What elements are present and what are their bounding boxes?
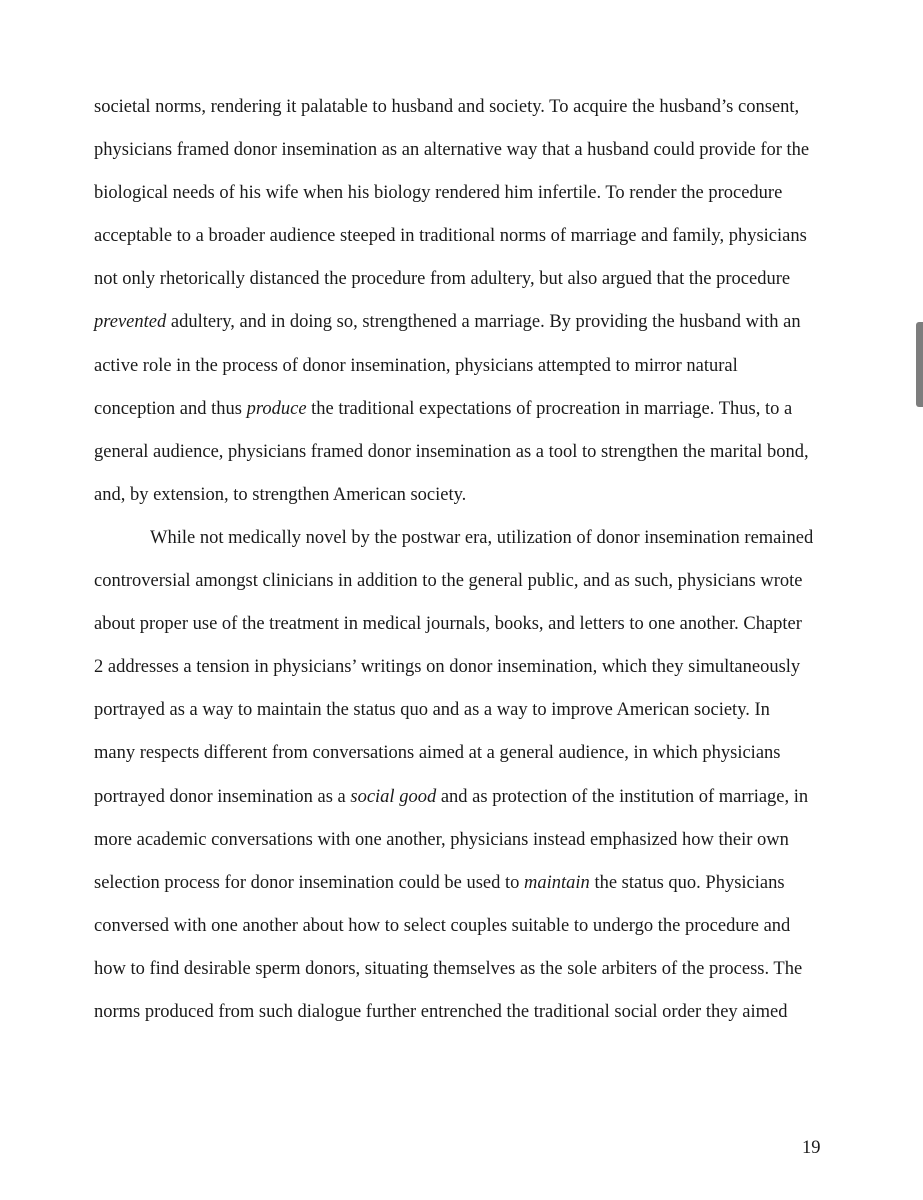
text-run: the traditional expectations of procreation in marriage. Thus, to a	[306, 398, 793, 419]
text-run: selection process for donor insemination could be used to	[94, 872, 525, 893]
text-run: physicians framed donor insemination as an alternative way that a husband could provide for the	[94, 140, 810, 161]
text-run: not only rhetorically distanced the procedure from adultery, but also argued that the procedure	[94, 269, 791, 290]
text-run: adultery, and in doing so, strengthened a marriage. By providing the husband with an	[166, 312, 801, 333]
text-run: portrayed as a way to maintain the status quo and as a way to improve American society. In	[94, 700, 770, 721]
text-run: the status quo. Physicians	[589, 872, 785, 893]
page-number: 19	[802, 1138, 821, 1158]
text-line	[94, 129, 824, 172]
italic-text-run: maintain	[524, 872, 590, 893]
text-line	[94, 474, 824, 517]
text-line	[94, 646, 824, 689]
text-run: norms produced from such dialogue further entrenched the traditional social order they aimed	[94, 1001, 788, 1022]
text-run: conversed with one another about how to select couples suitable to undergo the procedure and	[94, 915, 791, 936]
text-line	[94, 388, 824, 431]
text-run: 2 addresses a tension in physicians’ writings on donor insemination, which they simultaneously	[94, 657, 801, 678]
text-line	[94, 991, 824, 1034]
text-line	[94, 345, 824, 388]
text-run: controversial amongst clinicians in addition to the general public, and as such, physicians wrote	[94, 571, 803, 592]
text-run: more academic conversations with one another, physicians instead emphasized how their own	[94, 829, 789, 850]
text-line	[94, 560, 824, 603]
text-line	[94, 689, 824, 732]
text-line	[94, 862, 824, 905]
text-run: conception and thus	[94, 398, 247, 419]
text-run: many respects different from conversations aimed at a general audience, in which physicians	[94, 743, 781, 764]
text-line	[94, 215, 824, 258]
italic-text-run: produce	[246, 398, 307, 419]
text-run: While not medically novel by the postwar era, utilization of donor insemination remained	[150, 527, 814, 548]
text-line	[94, 819, 824, 862]
text-run: acceptable to a broader audience steeped in traditional norms of marriage and family, physicians	[94, 226, 807, 247]
text-run: and as protection of the institution of marriage, in	[436, 786, 809, 807]
text-run: biological needs of his wife when his biology rendered him infertile. To render the procedure	[94, 183, 783, 204]
text-line	[94, 603, 824, 646]
text-line	[94, 776, 824, 819]
text-line	[94, 301, 824, 344]
text-line	[94, 172, 824, 215]
text-run: societal norms, rendering it palatable to husband and society. To acquire the husband’s consent,	[94, 97, 800, 117]
text-line	[94, 732, 824, 775]
text-line	[94, 948, 824, 991]
text-run: general audience, physicians framed donor insemination as a tool to strengthen the marital bond,	[94, 441, 809, 462]
text-run: and, by extension, to strengthen American society.	[94, 484, 467, 505]
text-run: about proper use of the treatment in medical journals, books, and letters to one another. Chapter	[94, 614, 802, 635]
text-line	[94, 431, 824, 474]
text-line	[94, 86, 824, 129]
text-line	[94, 905, 824, 948]
text-run: how to find desirable sperm donors, situating themselves as the sole arbiters of the process. The	[94, 958, 803, 979]
italic-text-run: social good	[350, 786, 437, 807]
paragraph-first-line	[94, 517, 824, 560]
text-run: active role in the process of donor insemination, physicians attempted to mirror natural	[94, 355, 738, 376]
text-run: portrayed donor insemination as a	[94, 786, 351, 807]
text-line	[94, 258, 824, 301]
body-text	[94, 86, 824, 1034]
italic-text-run: prevented	[94, 312, 167, 333]
scrollbar-thumb[interactable]	[916, 322, 923, 407]
